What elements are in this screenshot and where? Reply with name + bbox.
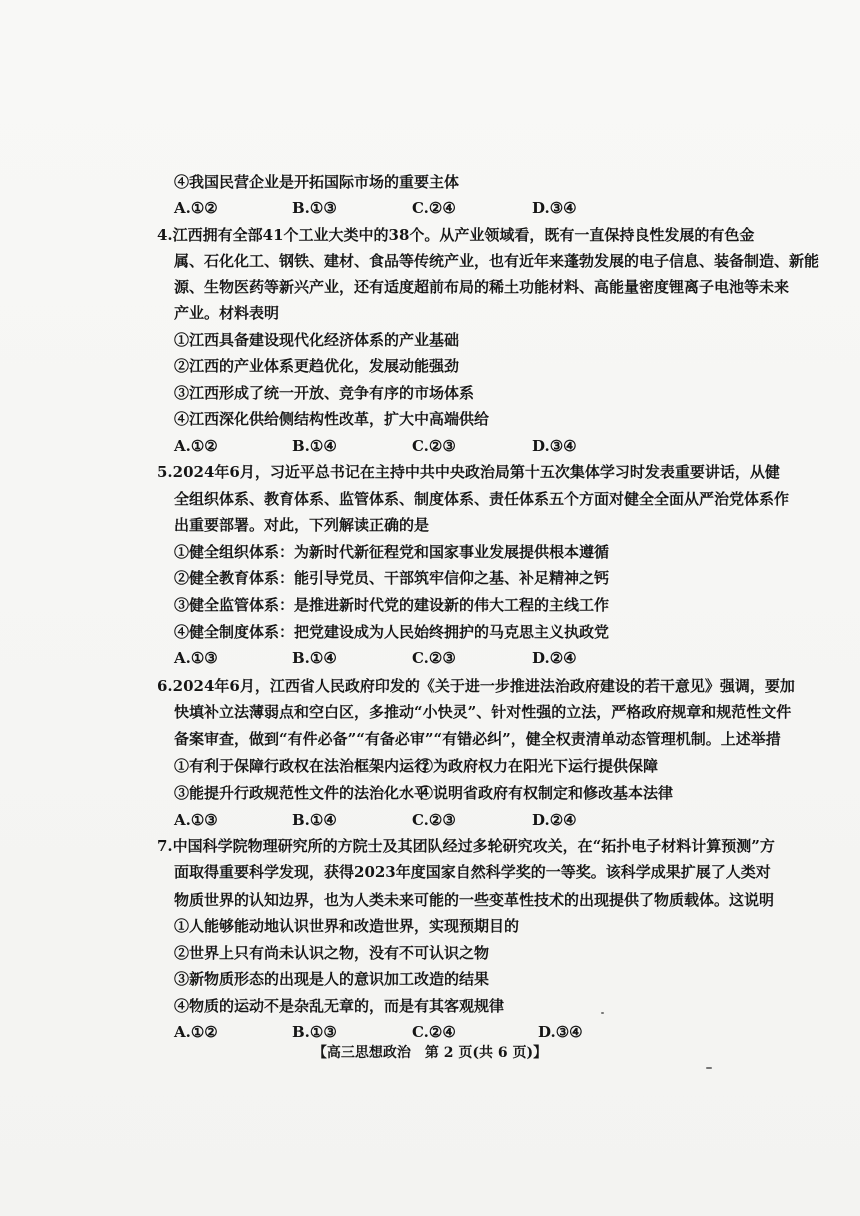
page-footer: 【高三思想政治 第 2 页(共 6 页)】 bbox=[312, 1045, 548, 1061]
option-line: ③能提升行政规范性文件的法治化水平 bbox=[174, 784, 430, 802]
answer-choice: A.①② bbox=[174, 437, 218, 455]
option-line: ④我国民营企业是开拓国际市场的重要主体 bbox=[174, 173, 460, 191]
question-5-stem: 出重要部署。对此，下列解读正确的是 bbox=[174, 516, 430, 534]
option-line: ①健全组织体系：为新时代新征程党和国家事业发展提供根本遵循 bbox=[174, 543, 610, 561]
option-line: ②江西的产业体系更趋优化，发展动能强劲 bbox=[174, 357, 460, 375]
option-line: ④健全制度体系：把党建设成为人民始终拥护的马克思主义执政党 bbox=[174, 623, 610, 641]
scan-speck bbox=[601, 1012, 604, 1014]
question-7-stem: 面取得重要科学发现，获得2023年度国家自然科学奖的一等奖。该科学成果扩展了人类对 bbox=[174, 863, 771, 881]
answer-choice: A.①② bbox=[174, 1023, 218, 1041]
answer-choice: D.②④ bbox=[532, 811, 577, 829]
option-line: ①人能够能动地认识世界和改造世界，实现预期目的 bbox=[174, 917, 520, 935]
question-6-stem: 快填补立法薄弱点和空白区，多推动“小快灵”、针对性强的立法，严格政府规章和规范性文件 bbox=[174, 703, 792, 721]
question-7-stem: 物质世界的认知边界，也为人类未来可能的一些变革性技术的出现提供了物质载体。这说明 bbox=[174, 891, 775, 909]
answer-choice: D.③④ bbox=[538, 1023, 583, 1041]
question-7-stem: 7.中国科学院物理研究所的方院士及其团队经过多轮研究攻关，在“拓扑电子材料计算预测”方 bbox=[157, 837, 775, 855]
option-line: ②为政府权力在阳光下运行提供保障 bbox=[418, 757, 659, 775]
question-4-stem: 产业。材料表明 bbox=[174, 304, 280, 322]
option-line: ④江西深化供给侧结构性改革，扩大中高端供给 bbox=[174, 410, 490, 428]
answer-choice: B.①④ bbox=[292, 649, 337, 667]
option-line: ②健全教育体系：能引导党员、干部筑牢信仰之基、补足精神之钙 bbox=[174, 569, 610, 587]
question-4-stem: 属、石化化工、钢铁、建材、食品等传统产业，也有近年来蓬勃发展的电子信息、装备制造、新能 bbox=[174, 252, 820, 270]
answer-choice: A.①② bbox=[174, 199, 218, 217]
answer-choice: C.②④ bbox=[412, 1023, 456, 1041]
option-line: ①有利于保障行政权在法治框架内运行 bbox=[174, 757, 430, 775]
question-6-stem: 备案审查，做到“有件必备”“有备必审”“有错必纠”，健全权责清单动态管理机制。上述举措 bbox=[174, 730, 781, 748]
option-line: ③新物质形态的出现是人的意识加工改造的结果 bbox=[174, 970, 490, 988]
answer-choice: D.②④ bbox=[532, 649, 577, 667]
answer-choice: D.③④ bbox=[532, 199, 577, 217]
option-line: ①江西具备建设现代化经济体系的产业基础 bbox=[174, 331, 460, 349]
question-4-stem: 源、生物医药等新兴产业，还有适度超前布局的稀土功能材料、高能量密度锂离子电池等未来 bbox=[174, 278, 790, 296]
answer-choice: D.③④ bbox=[532, 437, 577, 455]
answer-choice: C.②④ bbox=[412, 199, 456, 217]
answer-choice: B.①③ bbox=[292, 199, 337, 217]
question-6-stem: 6.2024年6月，江西省人民政府印发的《关于进一步推进法治政府建设的若干意见》强调，要加 bbox=[157, 677, 795, 695]
scan-speck bbox=[706, 1067, 712, 1069]
answer-choice: A.①③ bbox=[174, 649, 218, 667]
option-line: ③江西形成了统一开放、竞争有序的市场体系 bbox=[174, 384, 475, 402]
answer-choice: B.①④ bbox=[292, 437, 337, 455]
question-5-stem: 5.2024年6月，习近平总书记在主持中共中央政治局第十五次集体学习时发表重要讲话，从健 bbox=[157, 463, 780, 481]
answer-choice: B.①④ bbox=[292, 811, 337, 829]
question-5-stem: 全组织体系、教育体系、监管体系、制度体系、责任体系五个方面对健全全面从严治党体系作 bbox=[174, 490, 790, 508]
answer-choice: C.②③ bbox=[412, 437, 456, 455]
answer-choice: B.①③ bbox=[292, 1023, 337, 1041]
option-line: ④物质的运动不是杂乱无章的，而是有其客观规律 bbox=[174, 997, 505, 1015]
option-line: ②世界上只有尚未认识之物，没有不可认识之物 bbox=[174, 944, 490, 962]
answer-choice: A.①③ bbox=[174, 811, 218, 829]
answer-choice: C.②③ bbox=[412, 649, 456, 667]
question-4-stem: 4.江西拥有全部41个工业大类中的38个。从产业领域看，既有一直保持良性发展的有色金 bbox=[157, 226, 755, 244]
option-line: ③健全监管体系：是推进新时代党的建设新的伟大工程的主线工作 bbox=[174, 596, 610, 614]
answer-choice: C.②③ bbox=[412, 811, 456, 829]
option-line: ④说明省政府有权制定和修改基本法律 bbox=[418, 784, 674, 802]
